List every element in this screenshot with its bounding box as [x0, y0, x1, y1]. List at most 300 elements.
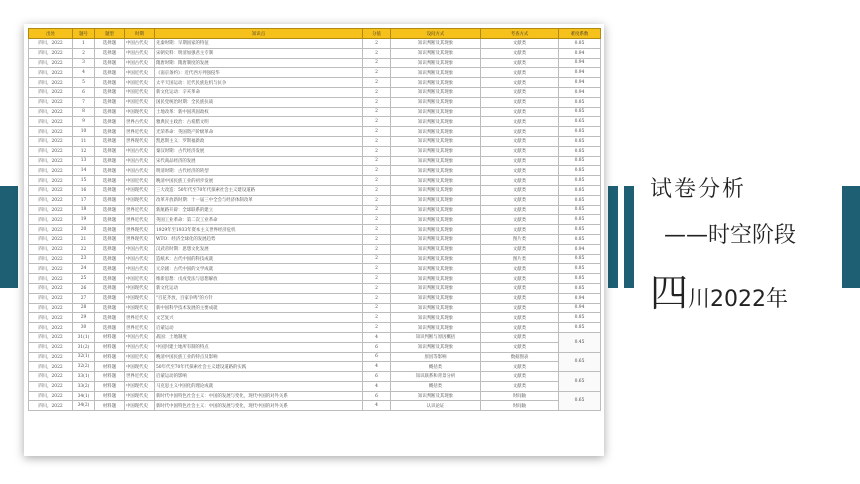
table-cell: 知识判断及其现象	[391, 391, 481, 401]
table-cell: 1929年至1933年资本主义世界经济危机	[155, 225, 363, 235]
table-row	[29, 205, 601, 215]
table-cell: 选择题	[95, 136, 125, 146]
table-row	[29, 166, 601, 176]
table-cell: 知识判断及其现象	[391, 323, 481, 333]
table-cell-merged: 0.65	[559, 372, 601, 392]
table-cell: 文献类	[481, 264, 559, 274]
table-cell: WTO：经济全球化的发展趋势	[155, 234, 363, 244]
table-row	[29, 48, 601, 58]
table-cell: 中国近代史	[125, 87, 155, 97]
table-cell-merged: 0.45	[559, 332, 601, 352]
table-cell: 2	[363, 146, 391, 156]
table-cell: 选择题	[95, 274, 125, 284]
table-cell: 2	[363, 225, 391, 235]
table-cell: 0.85	[559, 176, 601, 186]
table-cell: 中国古代史	[125, 39, 155, 49]
table-cell: 2	[363, 205, 391, 215]
slide-title-line1: 试卷分析	[650, 177, 747, 202]
table-cell: 23	[73, 254, 95, 264]
table-cell: 知识判断及其现象	[391, 283, 481, 293]
table-cell: 四川，2022	[29, 97, 73, 107]
table-cell: 2	[363, 127, 391, 137]
table-cell: 0.85	[559, 136, 601, 146]
table-cell: 2	[363, 58, 391, 68]
table-cell: 33(1)	[73, 372, 95, 382]
table-cell: 太平天国运动：近代民族危机与抗争	[155, 78, 363, 88]
table-cell: 中国现代史	[125, 195, 155, 205]
table-cell: 8	[73, 107, 95, 117]
title-rest: 川2022年	[688, 287, 789, 312]
table-cell: 国民党统治时期：全民族抗战	[155, 97, 363, 107]
table-cell: 0.85	[559, 323, 601, 333]
table-cell: 中国现代史	[125, 362, 155, 372]
table-cell-merged: 0.65	[559, 391, 601, 411]
table-cell: 26	[73, 283, 95, 293]
table-cell: 2	[363, 136, 391, 146]
table-cell: 知识判断及其现象	[391, 254, 481, 264]
table-row	[29, 313, 601, 323]
table-cell: 四川，2022	[29, 176, 73, 186]
table-cell: 文献类	[481, 274, 559, 284]
table-cell: 四川，2022	[29, 391, 73, 401]
column-header: 出处	[29, 29, 73, 39]
table-cell: 文献类	[481, 87, 559, 97]
column-header: 题型	[95, 29, 125, 39]
table-cell: 33(2)	[73, 381, 95, 391]
table-cell: 32(2)	[73, 362, 95, 372]
table-cell: 世界近代史	[125, 127, 155, 137]
table-cell: 文献类	[481, 117, 559, 127]
table-cell: 6	[73, 87, 95, 97]
table-cell: 世界现代史	[125, 234, 155, 244]
table-cell: 四川，2022	[29, 205, 73, 215]
table-cell: 战国：土地制度	[155, 332, 363, 342]
table-cell: 4	[363, 381, 391, 391]
title-big-char: 四	[650, 271, 689, 315]
table-cell: 选择题	[95, 264, 125, 274]
table-cell: 选择题	[95, 293, 125, 303]
table-cell: 中国近代史	[125, 97, 155, 107]
table-row	[29, 264, 601, 274]
table-cell: 新航路开辟：全球联系的建立	[155, 205, 363, 215]
table-cell: 知识联系和背景分析	[391, 372, 481, 382]
table-cell: 世界近代史	[125, 372, 155, 382]
table-cell: 文献类	[481, 303, 559, 313]
table-cell: 隋唐时期：隋唐制度的发展	[155, 58, 363, 68]
table-cell: 知识判断及其现象	[391, 136, 481, 146]
table-cell: 世界近代史	[125, 313, 155, 323]
table-cell: 知识判断及其现象	[391, 244, 481, 254]
table-cell: 选择题	[95, 107, 125, 117]
table-cell: 知识判断及其现象	[391, 225, 481, 235]
table-cell: 0.94	[559, 87, 601, 97]
table-row	[29, 352, 601, 362]
table-cell: 中国近代史	[125, 274, 155, 284]
table-cell: 四川，2022	[29, 68, 73, 78]
column-header: 知识点	[155, 29, 363, 39]
table-cell: 选择题	[95, 215, 125, 225]
table-cell: 0.94	[559, 78, 601, 88]
table-cell: 四川，2022	[29, 107, 73, 117]
table-row	[29, 156, 601, 166]
table-cell: 文献类	[481, 48, 559, 58]
table-cell: 2	[363, 293, 391, 303]
table-cell: 0.85	[559, 274, 601, 284]
table-cell: 雅典民主政治：古希腊文明	[155, 117, 363, 127]
table-cell: 中国现代史	[125, 381, 155, 391]
table-cell: 5	[73, 78, 95, 88]
table-cell: 0.94	[559, 244, 601, 254]
table-cell: 4	[73, 68, 95, 78]
table-cell: 四川，2022	[29, 225, 73, 235]
table-cell: 知识判断及其现象	[391, 264, 481, 274]
table-cell: 中国古代史	[125, 244, 155, 254]
table-cell: 知识判断及其现象	[391, 146, 481, 156]
table-row	[29, 146, 601, 156]
table-cell: 四川，2022	[29, 303, 73, 313]
table-cell: 文献类	[481, 39, 559, 49]
table-cell: 知识判断及其现象	[391, 176, 481, 186]
column-header: 分值	[363, 29, 391, 39]
table-cell: 知识判断及其现象	[391, 293, 481, 303]
table-cell: 0.85	[559, 215, 601, 225]
table-cell: 2	[363, 107, 391, 117]
table-cell: 四川，2022	[29, 362, 73, 372]
table-cell: 选择题	[95, 205, 125, 215]
table-row	[29, 372, 601, 382]
table-cell: 2	[363, 323, 391, 333]
table-cell: 选择题	[95, 225, 125, 235]
table-cell: 文献类	[481, 107, 559, 117]
table-cell: 6	[363, 372, 391, 382]
table-cell: 晚清中国民族工业的初步发展	[155, 176, 363, 186]
table-cell: 知识判断及其现象	[391, 78, 481, 88]
table-cell: 四川，2022	[29, 381, 73, 391]
table-cell: 四川，2022	[29, 78, 73, 88]
table-cell: 选择题	[95, 58, 125, 68]
table-cell: 文献类	[481, 127, 559, 137]
table-cell: 选择题	[95, 48, 125, 58]
table-cell: 文献类	[481, 283, 559, 293]
table-cell: 中国近代史	[125, 176, 155, 186]
table-cell: 中国现代史	[125, 293, 155, 303]
table-cell: 2	[363, 254, 391, 264]
table-cell: 材料题	[95, 342, 125, 352]
table-cell: 宋代商品经济的发展	[155, 156, 363, 166]
table-row	[29, 68, 601, 78]
table-row	[29, 195, 601, 205]
table-cell: 概括类	[391, 362, 481, 372]
table-cell: 0.85	[559, 205, 601, 215]
accent-bar-left	[0, 186, 18, 288]
table-cell: 2	[363, 185, 391, 195]
table-cell: 图片类	[481, 234, 559, 244]
table-cell: 34(2)	[73, 401, 95, 411]
table-cell: 启蒙运动的影响	[155, 372, 363, 382]
table-cell: 知识判断及其现象	[391, 58, 481, 68]
table-cell: 时间轴	[481, 391, 559, 401]
table-cell: 32(1)	[73, 352, 95, 362]
table-cell: 12	[73, 146, 95, 156]
table-header-row	[29, 29, 601, 39]
table-cell: 图片类	[481, 254, 559, 264]
table-cell: 20	[73, 225, 95, 235]
table-cell: 选择题	[95, 156, 125, 166]
table-cell: 文献类	[481, 97, 559, 107]
table-cell: 0.94	[559, 68, 601, 78]
table-cell: 16	[73, 185, 95, 195]
table-cell: 知识判断及其现象	[391, 117, 481, 127]
table-cell: 选择题	[95, 117, 125, 127]
table-cell: 2	[363, 117, 391, 127]
table-cell: 汉武帝时期：思想文化发展	[155, 244, 363, 254]
table-cell: 文献类	[481, 195, 559, 205]
table-cell: 材料题	[95, 362, 125, 372]
table-cell: 34(1)	[73, 391, 95, 401]
table-cell: 中国古代史	[125, 264, 155, 274]
table-cell: 土地改革：新中国巩固政权	[155, 107, 363, 117]
table-cell: 2	[363, 48, 391, 58]
table-cell: 马克思主义中国化的理论成就	[155, 381, 363, 391]
table-cell: 31(1)	[73, 332, 95, 342]
table-cell: 文献类	[481, 176, 559, 186]
table-cell: 0.65	[559, 117, 601, 127]
table-cell: 0.85	[559, 225, 601, 235]
table-cell: 21	[73, 234, 95, 244]
table-cell: 新中国科学技术发展的主要成就	[155, 303, 363, 313]
table-cell: 1	[73, 39, 95, 49]
table-cell: 文献类	[481, 215, 559, 225]
table-cell: 选择题	[95, 176, 125, 186]
table-cell: 文献类	[481, 293, 559, 303]
table-cell: 选择题	[95, 234, 125, 244]
table-row	[29, 117, 601, 127]
table-cell: 选择题	[95, 323, 125, 333]
table-cell: 文献类	[481, 68, 559, 78]
table-cell: 凯恩斯主义：罗斯福新政	[155, 136, 363, 146]
table-cell: 4	[363, 362, 391, 372]
table-cell: 选择题	[95, 39, 125, 49]
table-cell: 文献类	[481, 205, 559, 215]
table-cell: 文献类	[481, 244, 559, 254]
table-cell: 中国现代史	[125, 283, 155, 293]
table-cell: 2	[363, 313, 391, 323]
table-cell: 2	[73, 48, 95, 58]
table-cell: 17	[73, 195, 95, 205]
table-cell: 四川，2022	[29, 117, 73, 127]
table-cell: 知识判断与原因概括	[391, 332, 481, 342]
slide-title-line2: ——时空阶段	[664, 223, 797, 248]
table-cell: 新时代中国特色社会主义：中国的发展与变化，现代中国的对外关系	[155, 401, 363, 411]
table-row	[29, 136, 601, 146]
table-cell: 知识判断及其现象	[391, 127, 481, 137]
table-cell: 四川，2022	[29, 127, 73, 137]
table-row	[29, 381, 601, 391]
table-cell: 四川，2022	[29, 48, 73, 58]
table-cell: 四川，2022	[29, 342, 73, 352]
table-cell: 光荣革命：英国资产阶级革命	[155, 127, 363, 137]
table-cell: 中国现代史	[125, 107, 155, 117]
table-cell: 知识判断及其现象	[391, 274, 481, 284]
table-cell: 2	[363, 283, 391, 293]
table-cell: 中国古代史	[125, 254, 155, 264]
slide-title-line3	[650, 262, 788, 317]
table-cell: 改革开放新时期：十一届三中全会与经济体制改革	[155, 195, 363, 205]
table-cell: 2	[363, 234, 391, 244]
table-cell: 材料题	[95, 352, 125, 362]
table-cell: 文艺复兴	[155, 313, 363, 323]
table-row	[29, 274, 601, 284]
table-cell: 选择题	[95, 303, 125, 313]
table-cell: 知识判断及其现象	[391, 234, 481, 244]
table-cell: 知识判断及其现象	[391, 97, 481, 107]
table-cell: 2	[363, 176, 391, 186]
table-cell: 2	[363, 97, 391, 107]
table-cell: 0.85	[559, 127, 601, 137]
table-cell: 0.85	[559, 156, 601, 166]
column-header: 考查方式	[481, 29, 559, 39]
table-cell: 四川，2022	[29, 274, 73, 284]
table-cell: 0.85	[559, 313, 601, 323]
table-cell: 中国古代史	[125, 146, 155, 156]
table-cell: 新文化运动：辛亥革命	[155, 87, 363, 97]
table-cell: 世界现代史	[125, 136, 155, 146]
table-cell: 6	[363, 352, 391, 362]
table-cell: 文献类	[481, 136, 559, 146]
table-cell: 知识判断及其现象	[391, 313, 481, 323]
table-cell: 选择题	[95, 78, 125, 88]
table-cell: 世界近代史	[125, 215, 155, 225]
table-cell: 四川，2022	[29, 195, 73, 205]
table-cell: 4	[363, 401, 391, 411]
table-cell: 文献类	[481, 146, 559, 156]
table-cell: 选择题	[95, 127, 125, 137]
table-cell: 18	[73, 205, 95, 215]
table-cell: 新时代中国特色社会主义：中国的发展与变化，现代中国的对外关系	[155, 391, 363, 401]
table-cell: 0.94	[559, 58, 601, 68]
table-cell: 材料题	[95, 332, 125, 342]
table-cell: 2	[363, 78, 391, 88]
table-cell: 2	[363, 156, 391, 166]
table-cell: 2	[363, 215, 391, 225]
table-cell: 知识判断及其现象	[391, 107, 481, 117]
table-cell: 四川，2022	[29, 401, 73, 411]
table-row	[29, 39, 601, 49]
table-cell: 宋朝史料：明清加强君主专制	[155, 48, 363, 58]
table-row	[29, 225, 601, 235]
table-row	[29, 323, 601, 333]
table-cell: 文献类	[481, 342, 559, 352]
table-cell: 28	[73, 303, 95, 313]
table-cell: 中国古代史	[125, 342, 155, 352]
table-cell: 22	[73, 244, 95, 254]
table-cell: 选择题	[95, 195, 125, 205]
table-row	[29, 87, 601, 97]
table-cell: 数据图表	[481, 352, 559, 362]
table-row	[29, 185, 601, 195]
table-cell: 文献类	[481, 362, 559, 372]
table-cell: 新文化运动	[155, 283, 363, 293]
table-cell: 2	[363, 303, 391, 313]
table-row	[29, 215, 601, 225]
table-cell: "百花齐放，百家争鸣"的方针	[155, 293, 363, 303]
table-cell: 四川，2022	[29, 254, 73, 264]
table-cell: 2	[363, 68, 391, 78]
table-cell: 知识判断及其现象	[391, 156, 481, 166]
table-cell: 材料题	[95, 381, 125, 391]
table-cell: 选择题	[95, 97, 125, 107]
table-cell: 文献类	[481, 166, 559, 176]
table-cell: 2	[363, 244, 391, 254]
accent-bar-right	[842, 186, 860, 288]
table-cell: 知识判断及其现象	[391, 68, 481, 78]
table-cell: 世界近代史	[125, 205, 155, 215]
table-row	[29, 107, 601, 117]
table-row	[29, 58, 601, 68]
exam-analysis-table	[28, 28, 601, 411]
table-cell: 知识判断及其现象	[391, 39, 481, 49]
table-cell: 材料题	[95, 401, 125, 411]
table-cell: 7	[73, 97, 95, 107]
table-cell: 文献类	[481, 381, 559, 391]
table-cell: 中国现代史	[125, 303, 155, 313]
table-cell: 中国古代史	[125, 156, 155, 166]
table-cell: 原因等影响	[391, 352, 481, 362]
table-cell: 四川，2022	[29, 146, 73, 156]
table-cell: 材料题	[95, 372, 125, 382]
table-cell: 文献类	[481, 58, 559, 68]
table-cell: 认识论证	[391, 401, 481, 411]
table-cell: 选择题	[95, 283, 125, 293]
spreadsheet-screenshot	[24, 24, 604, 456]
table-cell: 知识判断及其现象	[391, 215, 481, 225]
table-row	[29, 127, 601, 137]
table-cell: 知识判断及其现象	[391, 342, 481, 352]
table-cell: 知识判断及其现象	[391, 166, 481, 176]
table-cell: 中国古代史	[125, 166, 155, 176]
table-cell: 四川，2022	[29, 244, 73, 254]
accent-bar-mid-1	[608, 186, 618, 288]
table-cell: 13	[73, 156, 95, 166]
table-cell: 文献类	[481, 372, 559, 382]
table-cell: 0.85	[559, 254, 601, 264]
table-cell: 四川，2022	[29, 283, 73, 293]
table-cell: 11	[73, 136, 95, 146]
table-cell: 0.85	[559, 39, 601, 49]
column-header: 题号	[73, 29, 95, 39]
table-cell: 四川，2022	[29, 332, 73, 342]
table-cell: 选择题	[95, 185, 125, 195]
table-cell: 选择题	[95, 87, 125, 97]
accent-bar-mid-2	[624, 186, 634, 288]
table-cell: 0.85	[559, 97, 601, 107]
table-row	[29, 234, 601, 244]
table-cell: 四川，2022	[29, 156, 73, 166]
table-row	[29, 391, 601, 401]
table-cell-merged: 0.65	[559, 352, 601, 372]
table-cell: 三大改造：50年代至70年代探索社会主义建设道路	[155, 185, 363, 195]
table-cell: 文献类	[481, 332, 559, 342]
table-cell: 中国现代史	[125, 401, 155, 411]
table-cell: 文献类	[481, 225, 559, 235]
table-cell: 14	[73, 166, 95, 176]
table-cell: 四川，2022	[29, 234, 73, 244]
table-cell: 四川，2022	[29, 39, 73, 49]
table-cell: 文献类	[481, 323, 559, 333]
table-cell: 知识判断及其现象	[391, 303, 481, 313]
table-cell: 2	[363, 39, 391, 49]
table-row	[29, 78, 601, 88]
